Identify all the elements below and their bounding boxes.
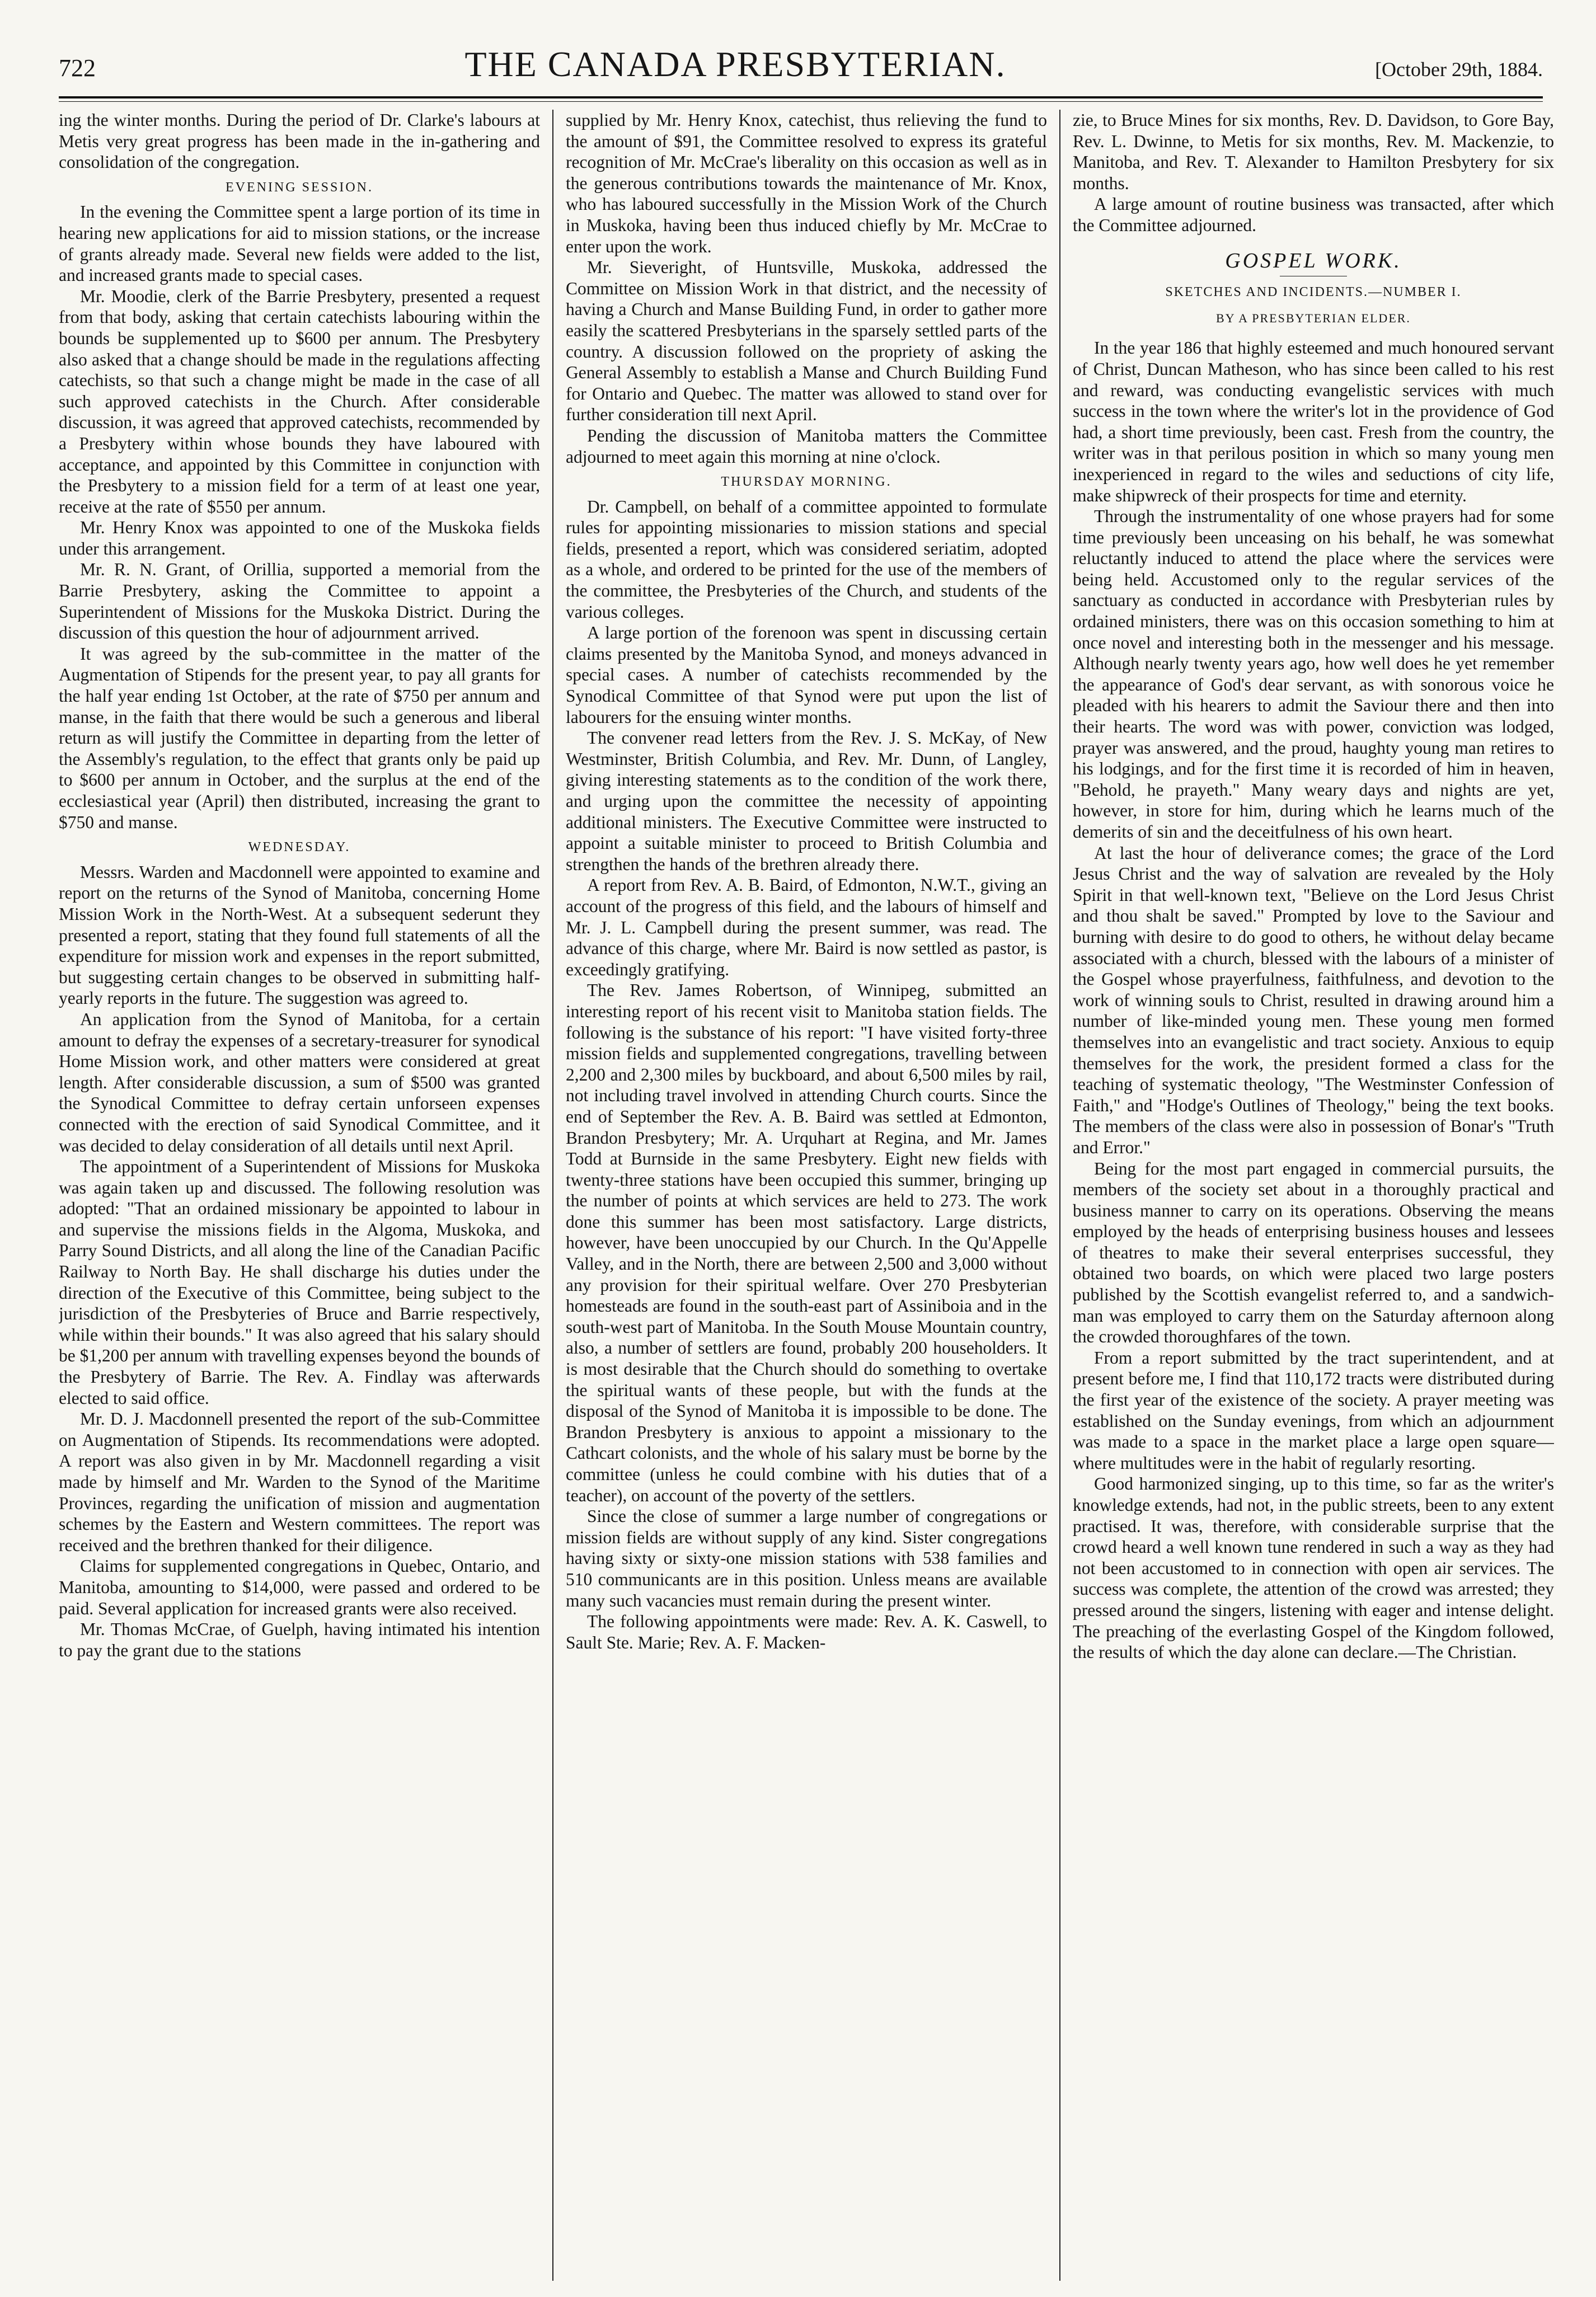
paragraph: A large amount of routine business was transacted, after which the Committee adjourned. [1073, 194, 1554, 235]
paragraph: Claims for supplemented congregations in Quebec, Ontario, and Manitoba, amounting to $14,000, were passed and ordered to be paid. Several application for increased grants were also received. [59, 1556, 540, 1618]
paragraph: The appointment of a Superintendent of Missions for Muskoka was again taken up and discussed. The following resolution was adopted: "That an ordained missionary be appointed to labour in and supervise the missions fields in the Algoma, Muskoka, and Parry Sound Districts, and all along the line of the Canadian Pacific Railway to North Bay. He shall discharge his duties under the direction of the Executive of this Committee, being subject to the jurisdiction of the Presbyteries of Bruce and Barrie respectively, while within their bounds." It was also agreed that his salary should be $1,200 per annum with travelling expenses beyond the bounds of the Presbytery of Barrie. The Rev. A. Findlay was afterwards elected to said office. [59, 1157, 540, 1408]
paragraph: In the year 186 that highly esteemed and much honoured servant of Christ, Duncan Matheson, who has since been called to his rest and reward, was conducting evangelistic services with much success in the town where the writer's lot in the providence of God had, a short time previously, been cast. Fresh from the country, the writer was in that perilous position in which so many young men inexperienced in regard to the wiles and seductions of city life, make shipwreck of their prospects for time and eternity. [1073, 338, 1554, 505]
column-3 [1060, 110, 1554, 2281]
paragraph: A report from Rev. A. B. Baird, of Edmonton, N.W.T., giving an account of the progress of this field, and the labours of himself and Mr. J. L. Campbell during the present summer, was read. The advance of this charge, where Mr. Baird is now settled as pastor, is exceedingly gratifying. [566, 875, 1047, 979]
paragraph: Pending the discussion of Manitoba matters the Committee adjourned to meet again this morning at nine o'clock. [566, 425, 1047, 467]
paragraph: Mr. Moodie, clerk of the Barrie Presbytery, presented a request from that body, asking that certain catechists labouring within the bounds be supplemented up to $600 per annum. The Presbytery also asked that a change should be made in the regulations affecting catechists, so that such a change might be made in the case of all such approved catechists in the Church. After considerable discussion, it was agreed that approved catechists, recommended by a Presbytery within whose bounds they have laboured with acceptance, and appointed by this Committee in conjunction with the Presbytery to a mission field for a term of at least one year, receive at the rate of $550 per annum. [59, 286, 540, 516]
paragraph: In the evening the Committee spent a large portion of its time in hearing new applications for aid to mission stations, or the increase of grants already made. Several new fields were added to the list, and increased grants made to special cases. [59, 202, 540, 285]
paragraph: The convener read letters from the Rev. J. S. McKay, of New Westminster, British Columbia, and Rev. Mr. Dunn, of Langley, giving interesting statements as to the condition of the work there, and urging upon the committee the necessity of appointing additional ministers. The Executive Committee were instructed to appoint a suitable minister to proceed to British Columbia and strengthen the hands of the brethren already there. [566, 728, 1047, 874]
paragraph: An application from the Synod of Manitoba, for a certain amount to defray the expenses of a secretary-treasurer for synodical Home Mission work, and other matters were considered at great length. After considerable discussion, a sum of $500 was granted the Synodical Committee to defray certain unforseen expenses connected with the erection of said Synodical Committee, and it was decided to delay consideration of all details until next April. [59, 1009, 540, 1155]
masthead [59, 44, 1543, 84]
paragraph: Good harmonized singing, up to this time, so far as the writer's knowledge extends, had not, in the public streets, been to any extent practised. It was, therefore, with considerable surprise that the crowd heard a well known tune rendered in such a way as they had not been accustomed to in connection with open air services. The success was complete, the attention of the crowd was arrested; they pressed around the singers, listening with eager and intense delight. The preaching of the everlasting Gospel of the Kingdom followed, the results of which the day alone can declare.—The Christian. [1073, 1474, 1554, 1662]
paper-title: THE CANADA PRESBYTERIAN. [464, 44, 1006, 84]
masthead-rule-thick [59, 96, 1543, 98]
paragraph: From a report submitted by the tract superintendent, and at present before me, I find that 110,172 tracts were distributed during the first year of the existence of the society. A prayer meeting was established on the Sunday evenings, from which an adjournment was made to a space in the market place a large open square—where multitudes were in the habit of regularly resorting. [1073, 1347, 1554, 1473]
paragraph: Mr. D. J. Macdonnell presented the report of the sub-Committee on Augmentation of Stipends. Its recommendations were adopted. A report was also given in by Mr. Macdonnell regarding a visit made by himself and Mr. Warden to the Synod of the Maritime Provinces, regarding the unification of mission and augmentation schemes by the Eastern and Western committees. The report was received and the brethren thanked for their diligence. [59, 1409, 540, 1555]
paragraph: Being for the most part engaged in commercial pursuits, the members of the society set about in a thoroughly practical and business manner to carry on its operations. Observing the means employed by the heads of enterprising business houses and lessees of theatres to make their several enterprises successful, they obtained two boards, on which were placed two large posters published by the Scottish evangelist referred to, and a sandwich-man was employed to carry them on the Saturday afternoon along the crowded thoroughfares of the town. [1073, 1158, 1554, 1347]
paragraph: supplied by Mr. Henry Knox, catechist, thus relieving the fund to the amount of $91, the Committee resolved to express its grateful recognition of Mr. McCrae's liberality on this occasion as well as in the generous contributions towards the maintenance of Mr. Knox, who has laboured successfully in the Mission Work of the Church in Muskoka, having been thus induced chiefly by Mr. McCrae to enter upon the work. [566, 110, 1047, 256]
masthead-rule-thin [59, 101, 1543, 102]
paragraph: Mr. Sieveright, of Huntsville, Muskoka, addressed the Committee on Mission Work in that district, and the necessity of having a Church and Manse Building Fund, in order to gather more easily the scattered Presbyterians in the sparsely settled parts of the country. A discussion followed on the propriety of asking the General Assembly to establish a Manse and Church Building Fund for Ontario and Quebec. The matter was allowed to stand over for further consideration till next April. [566, 257, 1047, 425]
paragraph: At last the hour of deliverance comes; the grace of the Lord Jesus Christ and the way of salvation are revealed by the Holy Spirit in that well-known text, "Believe on the Lord Jesus Christ and thou shalt be saved." Prompted by love to the Saviour and burning with desire to do good to others, he without delay became associated with a church, blessed with the labours of a minister of the Gospel whose prayerfulness, faithfulness, and devotion to the work of winning souls to Christ, resulted in drawing around him a number of like-minded young men. These young men formed themselves into an evangelistic and tract society. Anxious to equip themselves for the work, the president formed a class for the teaching of systematic theology, "The Westminster Confession of Faith," and "Hodge's Outlines of Theology," being the text books. The members of the class were also in possession of Bonar's "Truth and Error." [1073, 843, 1554, 1157]
column-2 [553, 110, 1060, 2281]
paragraph: The Rev. James Robertson, of Winnipeg, submitted an interesting report of his recent visit to Manitoba station fields. The following is the substance of his report: "I have visited forty-three mission fields and supplemented congregations, travelling between 2,200 and 2,300 miles by buckboard, and about 6,500 miles by rail, not including travel involved in attending Church courts. Since the end of September the Rev. A. B. Baird was settled at Edmonton, Brandon Presbytery; Mr. A. Urquhart at Regina, and Mr. James Todd at Burnside in the same Presbytery. Eight new fields with twenty-three stations have been occupied this summer, bringing up the number of points at which services are held to 273. The work done this summer has been most satisfactory. Large districts, however, have been unoccupied by our Church. In the Qu'Appelle Valley, and in the North, there are between 2,500 and 3,000 without any provision for their spiritual welfare. Over 270 Presbyterian homesteads are found in the south-east part of Assiniboia and in the south-west part of Manitoba. In the South Mouse Mountain country, also, a number of settlers are found, probably 200 householders. It is most desirable that the Church should do something to overtake the spiritual wants of these people, but with the funds at the disposal of the Synod of Manitoba it is impossible to be done. The Brandon Presbytery is anxious to appoint a missionary to the Cathcart colonists, and the whole of his salary must be borne by the committee (unless he could combine with his duties that of a teacher), on account of the poverty of the settlers. [566, 980, 1047, 1505]
column-1 [59, 110, 553, 2281]
issue-date: [October 29th, 1884. [1375, 58, 1543, 81]
subheading-evening-session: EVENING SESSION. [226, 180, 373, 195]
paragraph: ing the winter months. During the period of Dr. Clarke's labours at Metis very great progress has been made in the in-gathering and consolidation of the congregation. [59, 110, 540, 172]
subheading-thursday-morning: THURSDAY MORNING. [721, 475, 892, 490]
byline: BY A PRESBYTERIAN ELDER. [1216, 311, 1411, 325]
page-number: 722 [59, 54, 96, 82]
paragraph: It was agreed by the sub-committee in the matter of the Augmentation of Stipends for the present year, to pay all grants for the half year ending 1st October, at the rate of $750 per annum and manse, in the faith that there would be such a generous and liberal return as will justify the Committee in departing from the letter of the Assembly's regulation, to the effect that grants only be paid up to $600 per annum in October, and the surplus at the end of the ecclesiastical year (April) then distributed, increasing the grant to $750 and manse. [59, 643, 540, 832]
article-columns [59, 110, 1554, 2281]
paragraph: The following appointments were made: Rev. A. K. Caswell, to Sault Ste. Marie; Rev. A. F. Macken- [566, 1612, 1047, 1652]
section-title-gospel-work: GOSPEL WORK. [1225, 248, 1402, 273]
series-heading: SKETCHES AND INCIDENTS.—NUMBER I. [1165, 285, 1462, 300]
paragraph: Dr. Campbell, on behalf of a committee appointed to formulate rules for appointing missionaries to mission stations and special fields, presented a report, which was considered seriatim, adopted as a whole, and ordered to be printed for the use of the members of the committee, the Presbyteries of the Church, and students of the various colleges. [566, 496, 1047, 622]
paragraph: Mr. Henry Knox was appointed to one of the Muskoka fields under this arrangement. [59, 518, 540, 558]
paragraph: Through the instrumentality of one whose prayers had for some time previously been unceasing on his behalf, he was somewhat reluctantly induced to attend the place where the services were being held. Accustomed only to the regular services of the sanctuary as conducted in accordance with Presbyterian rules by ordained ministers, there was on this occasion something to him at once novel and interesting both in the messenger and his message. Although nearly twenty years ago, how well does he yet remember the appearance of God's dear servant, as with sonorous voice he pleaded with his hearers to admit the Saviour there and then into their hearts. The word was with power, conviction was lodged, prayer was answered, and the proud, haughty young man retires to his lodgings, and for the first time it is recorded of him in heaven, "Behold, he prayeth." Many weary days and nights are yet, however, in store for him, during which he learns much of the demerits of sin and the deceitfulness of his own heart. [1073, 506, 1554, 842]
paragraph: Mr. R. N. Grant, of Orillia, supported a memorial from the Barrie Presbytery, asking the Committee to appoint a Superintendent of Missions for the Muskoka District. During the discussion of this question the hour of adjournment arrived. [59, 560, 540, 643]
paragraph: Since the close of summer a large number of congregations or mission fields are without supply of any kind. Sister congregations having sixty or sixty-one mission stations with 538 families and 510 communicants are in this position. Unless means are available many such vacancies must remain during the present winter. [566, 1506, 1047, 1610]
subheading-wednesday: WEDNESDAY. [248, 840, 351, 855]
paragraph: Messrs. Warden and Macdonnell were appointed to examine and report on the returns of the Synod of Manitoba, concerning Home Mission Work in the North-West. At a subsequent sederunt they presented a report, stating that they found full statements of all the expenditure for mission work and expenses in the report submitted, but suggesting certain changes to be observed in submitting half-yearly reports in the future. The suggestion was agreed to. [59, 862, 540, 1008]
paragraph: zie, to Bruce Mines for six months, Rev. D. Davidson, to Gore Bay, Rev. L. Dwinne, to Metis for six months, Rev. M. Mackenzie, to Manitoba, and Rev. T. Alexander to Hamilton Presbytery for six months. [1073, 110, 1554, 193]
paragraph: Mr. Thomas McCrae, of Guelph, having intimated his intention to pay the grant due to the stations [59, 1619, 540, 1660]
paragraph: A large portion of the forenoon was spent in discussing certain claims presented by the Manitoba Synod, and moneys advanced in special cases. A number of catechists recommended by the Synodical Committee of that Synod were put upon the list of labourers for the ensuing winter months. [566, 623, 1047, 727]
